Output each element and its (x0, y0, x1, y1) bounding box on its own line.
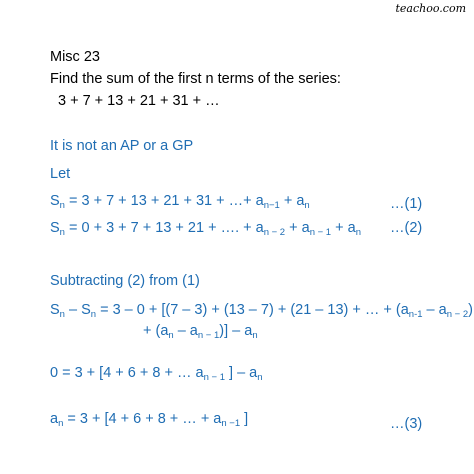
equation-5-tag: …(3) (390, 416, 423, 432)
equation-1: $S_n = 3 + 7 + 13 + 21 + 31$ + …+ $a_{n-1} + a_n$ (50, 193, 310, 211)
let-text: Let (50, 166, 71, 182)
problem-statement: Find the sum of the first n terms of the series: (50, 71, 341, 87)
equation-2: $S_n = 0 + 3 + 7 + 13 + 21$ + …. + $a_{n - 2} + a_{n - 1} + a_n$ (50, 220, 361, 238)
equation-5: $a_n = 3 + [4 + 6 + 8$ + … + $a_{n -1}$ ] (50, 411, 249, 429)
teachoo-logo: teachoo.com (395, 2, 466, 15)
equation-4: 0 = 3 + [4 + 6 + 8 + … $a_{n - 1}$ ] – $a_n$ (50, 365, 263, 383)
problem-heading: Misc 23 (50, 49, 100, 65)
not-ap-gp-text: It is not an AP or a GP (50, 138, 194, 154)
equation-3-continued: + $(a_n - a_{n - 1})] - a_n$ (143, 323, 258, 341)
equation-1-tag: …(1) (390, 196, 423, 212)
subtracting-text: Subtracting (2) from (1) (50, 273, 200, 289)
equation-2-tag: …(2) (390, 220, 423, 236)
problem-series: 3 + 7 + 13 + 21 + 31 + … (58, 93, 220, 109)
equation-3: $S_n - S_n = 3 - 0 + [(7 - 3) + (13 - 7) + (21 - 13)$ + … + $(a_{n-1} - a_{n - 2})$ (50, 302, 473, 320)
